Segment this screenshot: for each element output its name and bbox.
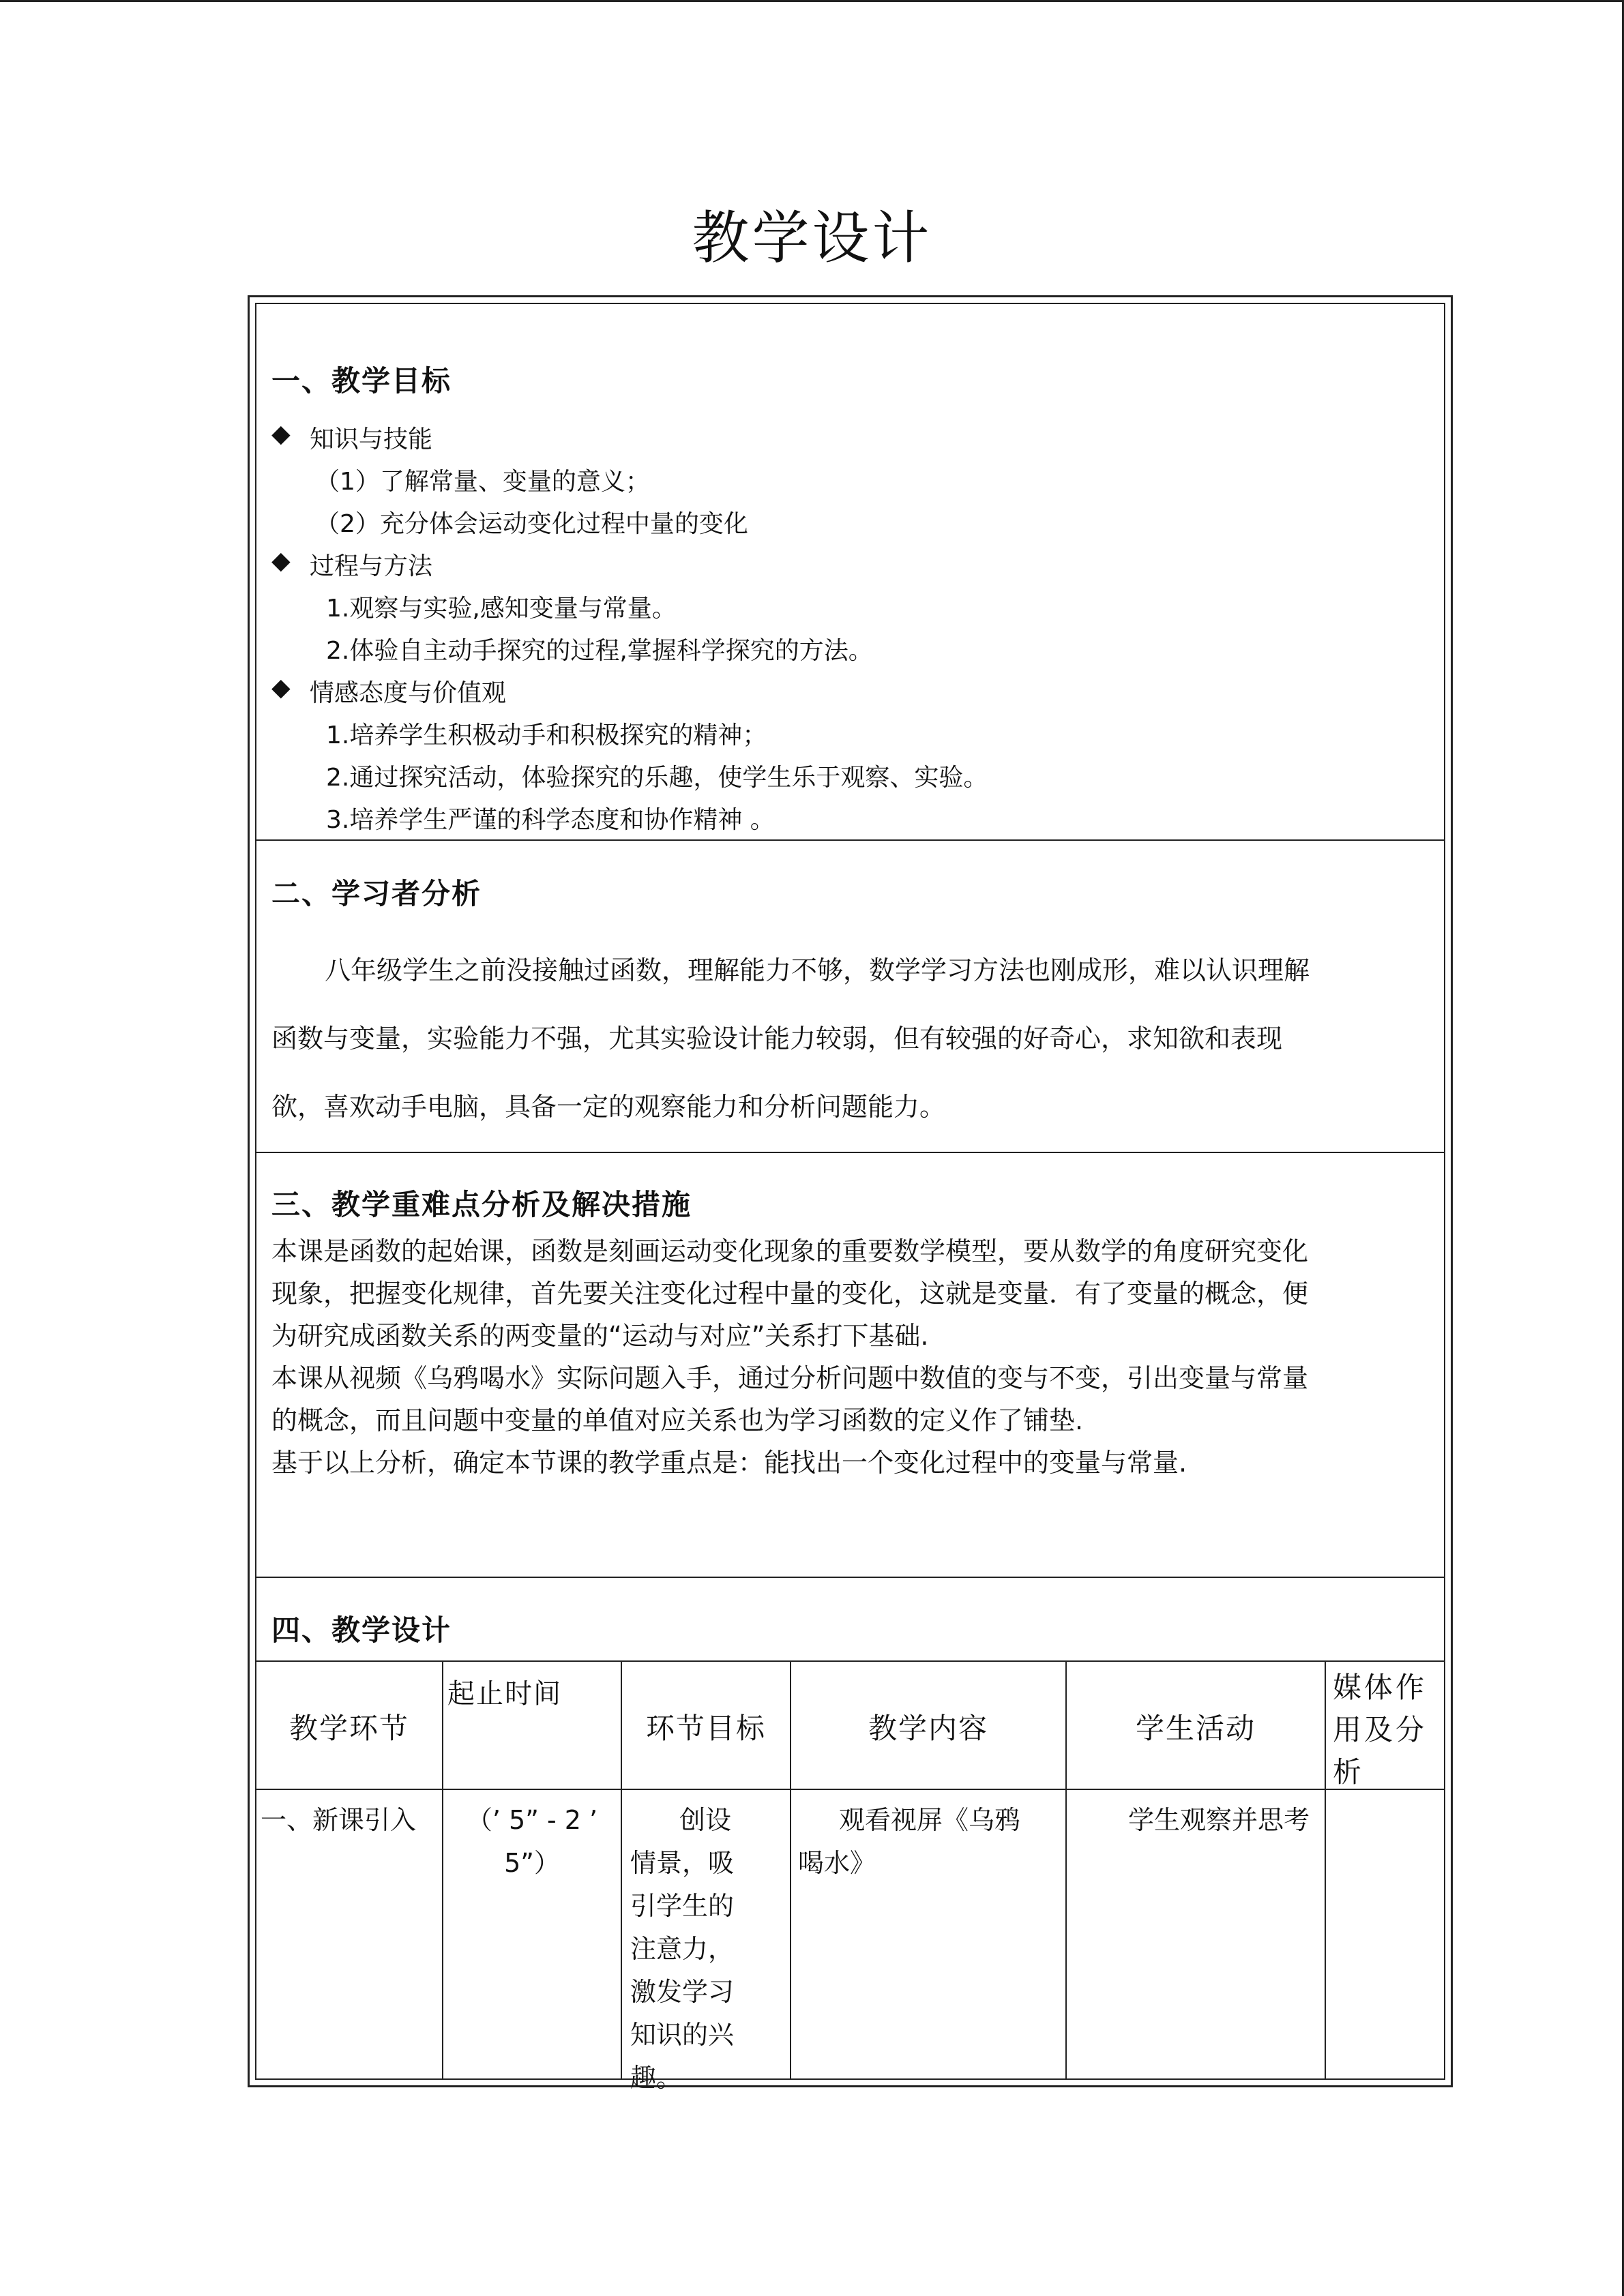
paragraph-line: 基于以上分析，确定本节课的教学重点是：能找出一个变化过程中的变量与常量.: [271, 1448, 1187, 1478]
row-activity-cell: 学生观察并思考: [1128, 1805, 1310, 1835]
lesson-plan-table-inner: [255, 303, 1445, 2093]
row-stage-cell: 一、新课引入: [261, 1805, 417, 1835]
row-goal-cell: 创设情景，吸引学生的注意力，激发学习知识的兴趣。: [630, 1805, 735, 2093]
objective-item: 2.通过探究活动，体验探究的乐趣，使学生乐于观察、实验。: [326, 764, 988, 792]
section-divider: [256, 839, 1444, 841]
column-divider: [1325, 1660, 1326, 2078]
section-divider: [256, 1152, 1444, 1153]
paragraph-line: 本课是函数的起始课，函数是刻画运动变化现象的重要数学模型，要从数学的角度研究变化: [271, 1236, 1309, 1266]
objective-item: （2）充分体会运动变化过程中量的变化: [315, 510, 748, 538]
objective-item: 2.体验自主动手探究的过程,掌握科学探究的方法。: [326, 637, 873, 665]
column-header-content: 教学内容: [868, 1712, 988, 1745]
paragraph-line: 八年级学生之前没接触过函数，理解能力不够，数学学习方法也刚成形，难以认识理解: [325, 955, 1310, 985]
table-header-top-border: [256, 1660, 1444, 1662]
objective-group-label: 情感态度与价值观: [310, 679, 507, 707]
column-header-time: 起止时间: [447, 1678, 562, 1710]
row-time-cell: （’ 5” - 2 ’ 5”）: [466, 1805, 598, 1878]
section-heading-objectives: 一、教学目标: [271, 364, 452, 398]
paragraph-line: 函数与变量，实验能力不强，尤其实验设计能力较弱，但有较强的好奇心，求知欲和表现: [271, 1024, 1283, 1054]
paragraph-line: 欲，喜欢动手电脑，具备一定的观察能力和分析问题能力。: [271, 1092, 946, 1122]
objective-item: 3.培养学生严谨的科学态度和协作精神 。: [326, 806, 775, 834]
section-heading-learner-analysis: 二、学习者分析: [271, 877, 482, 910]
column-divider: [442, 1660, 443, 2078]
row-content-cell: 观看视屏《乌鸦喝水》: [798, 1805, 1021, 1878]
section-heading-key-points: 三、教学重难点分析及解决措施: [271, 1188, 692, 1221]
objective-item: （1）了解常量、变量的意义；: [315, 468, 650, 496]
column-header-media: 媒体作用及分析: [1333, 1671, 1428, 1789]
lesson-plan-table: [248, 295, 1453, 2093]
section-heading-teaching-design: 四、教学设计: [271, 1613, 452, 1647]
paragraph-line: 本课从视频《乌鸦喝水》实际问题入手，通过分析问题中数值的变与不变，引出变量与常量: [271, 1363, 1309, 1393]
diamond-bullet-icon: ◆: [271, 674, 291, 702]
diamond-bullet-icon: ◆: [271, 420, 291, 448]
objective-item: 1.观察与实验,感知变量与常量。: [326, 595, 677, 623]
paragraph-line: 的概念，而且问题中变量的单值对应关系也为学习函数的定义作了铺垫.: [271, 1405, 1084, 1435]
objective-item: 1.培养学生积极动手和积极探究的精神；: [326, 721, 767, 749]
diamond-bullet-icon: ◆: [271, 547, 291, 575]
paragraph-line: 为研究成函数关系的两变量的“运动与对应”关系打下基础.: [271, 1321, 929, 1351]
column-header-activity: 学生活动: [1135, 1712, 1256, 1745]
paragraph-line: 现象，把握变化规律，首先要关注变化过程中量的变化，这就是变量．有了变量的概念，便: [271, 1279, 1309, 1309]
section-divider: [256, 1577, 1444, 1578]
table-header-bottom-border: [256, 1789, 1444, 1790]
objective-group-label: 知识与技能: [310, 426, 433, 453]
document-title: 教学设计: [692, 205, 932, 271]
column-header-stage: 教学环节: [289, 1712, 409, 1745]
column-header-goal: 环节目标: [645, 1712, 766, 1745]
objective-group-label: 过程与方法: [310, 552, 433, 580]
